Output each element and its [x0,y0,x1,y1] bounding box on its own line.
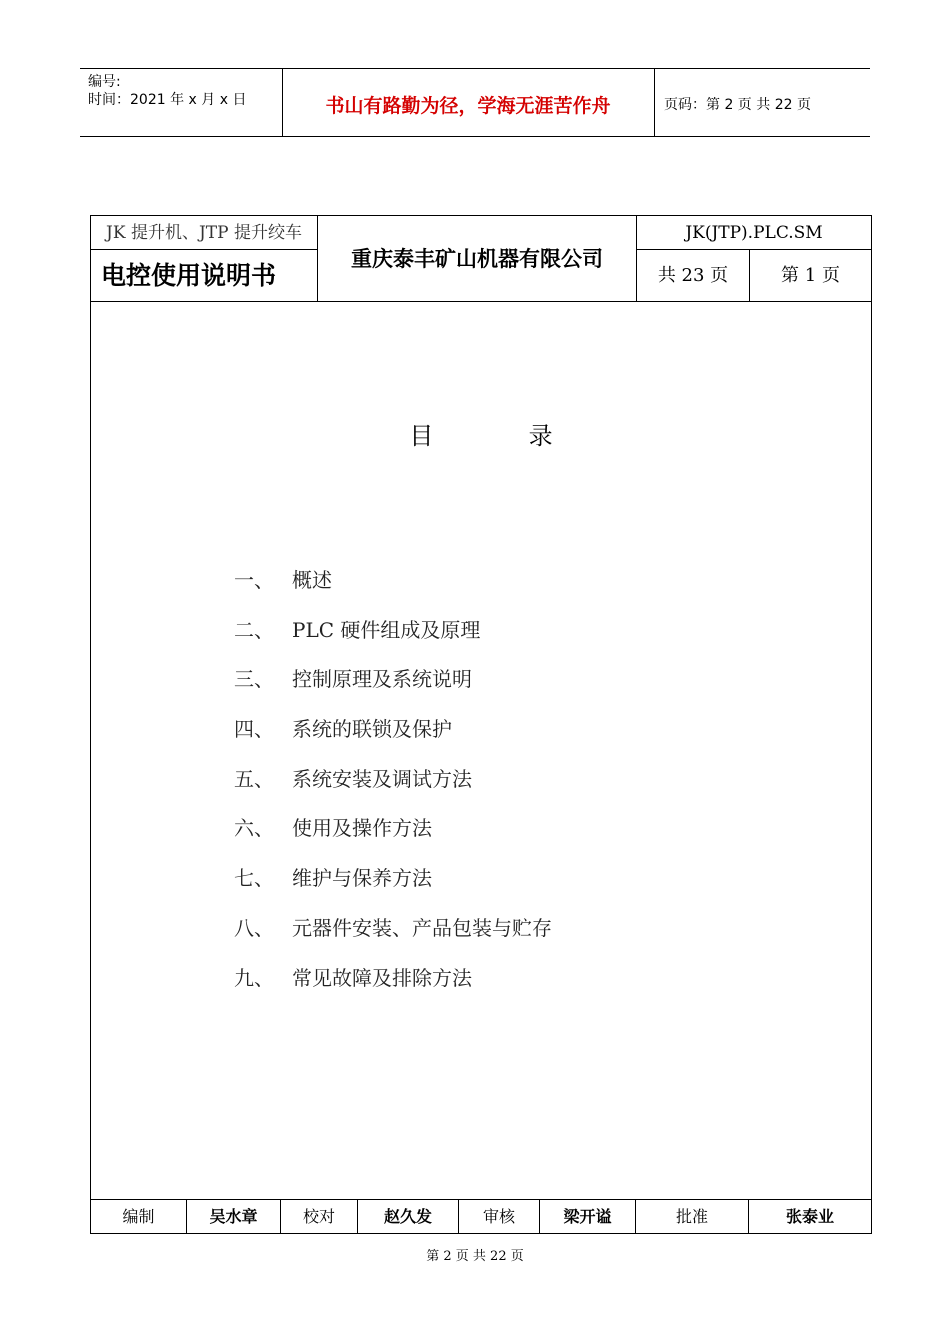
toc-item[interactable] [234,862,552,912]
time-label: 时间：2021 年 x 月 x 日 [88,92,247,108]
toc-item[interactable] [234,564,552,614]
review-label: 审核 [459,1200,540,1234]
toc-item[interactable] [234,713,552,763]
toc-item[interactable] [234,812,552,862]
header-motto: 书山有路勤为径，学海无涯苦作舟 [325,95,611,117]
toc-item-number: 九、 [234,965,274,990]
toc-item-text: 使用及操作方法 [292,816,432,841]
toc-item-text: 系统安装及调试方法 [292,766,472,791]
toc-item-number: 一、 [234,568,274,592]
total-pages: 共 23 页 [637,250,750,302]
toc-item-text: 系统的联锁及保护 [292,717,452,742]
signature-row [91,1199,871,1234]
page-number: 第 1 页 [750,250,871,302]
toc-item[interactable] [234,663,552,713]
company-name: 重庆泰丰矿山机器有限公司 [318,216,637,302]
toc-item-number: 八、 [234,915,274,940]
review-name: 梁开谥 [540,1200,636,1234]
toc-item-number: 四、 [234,717,274,742]
toc-list [234,564,552,1011]
page-header [80,68,870,137]
toc-item-number: 三、 [234,667,274,692]
doc-code: JK(JTP).PLC.SM [637,216,871,250]
approve-name: 张泰业 [785,1207,834,1226]
toc-item-number: 七、 [234,866,274,891]
page-footer: 第 2 页 共 22 页 [426,1249,524,1264]
toc-item-text: 控制原理及系统说明 [292,667,472,692]
toc-item-text: 概述 [292,568,332,592]
toc-item[interactable] [234,763,552,813]
toc-item[interactable] [234,962,552,1012]
toc-item-number: 二、 [234,617,274,642]
header-meta [88,73,246,109]
document-frame [90,215,872,1234]
doc-title: 电控使用说明书 [91,250,318,302]
compile-name: 吴水章 [187,1200,281,1234]
proof-name: 赵久发 [358,1200,459,1234]
toc-title [91,416,871,451]
toc-item[interactable] [234,614,552,664]
toc-item-text: 元器件安装、产品包装与贮存 [292,915,552,940]
approve-label: 批准 [636,1200,749,1234]
header-divider [654,69,655,136]
toc-title-left: 目 [409,422,434,450]
header-page-info: 页码：第 2 页 共 22 页 [664,97,811,113]
proof-label: 校对 [281,1200,358,1234]
code-label: 编号: [88,74,121,90]
doc-subtitle: JK 提升机、JTP 提升绞车 [91,216,318,250]
toc-item[interactable] [234,912,552,962]
toc-item-number: 五、 [234,766,274,791]
toc-item-text: 维护与保养方法 [292,866,432,891]
toc-item-text: 常见故障及排除方法 [292,965,472,990]
toc-item-text: PLC 硬件组成及原理 [292,617,481,642]
toc-title-right: 录 [528,422,553,450]
compile-label: 编制 [91,1200,187,1234]
toc-item-number: 六、 [234,816,274,841]
